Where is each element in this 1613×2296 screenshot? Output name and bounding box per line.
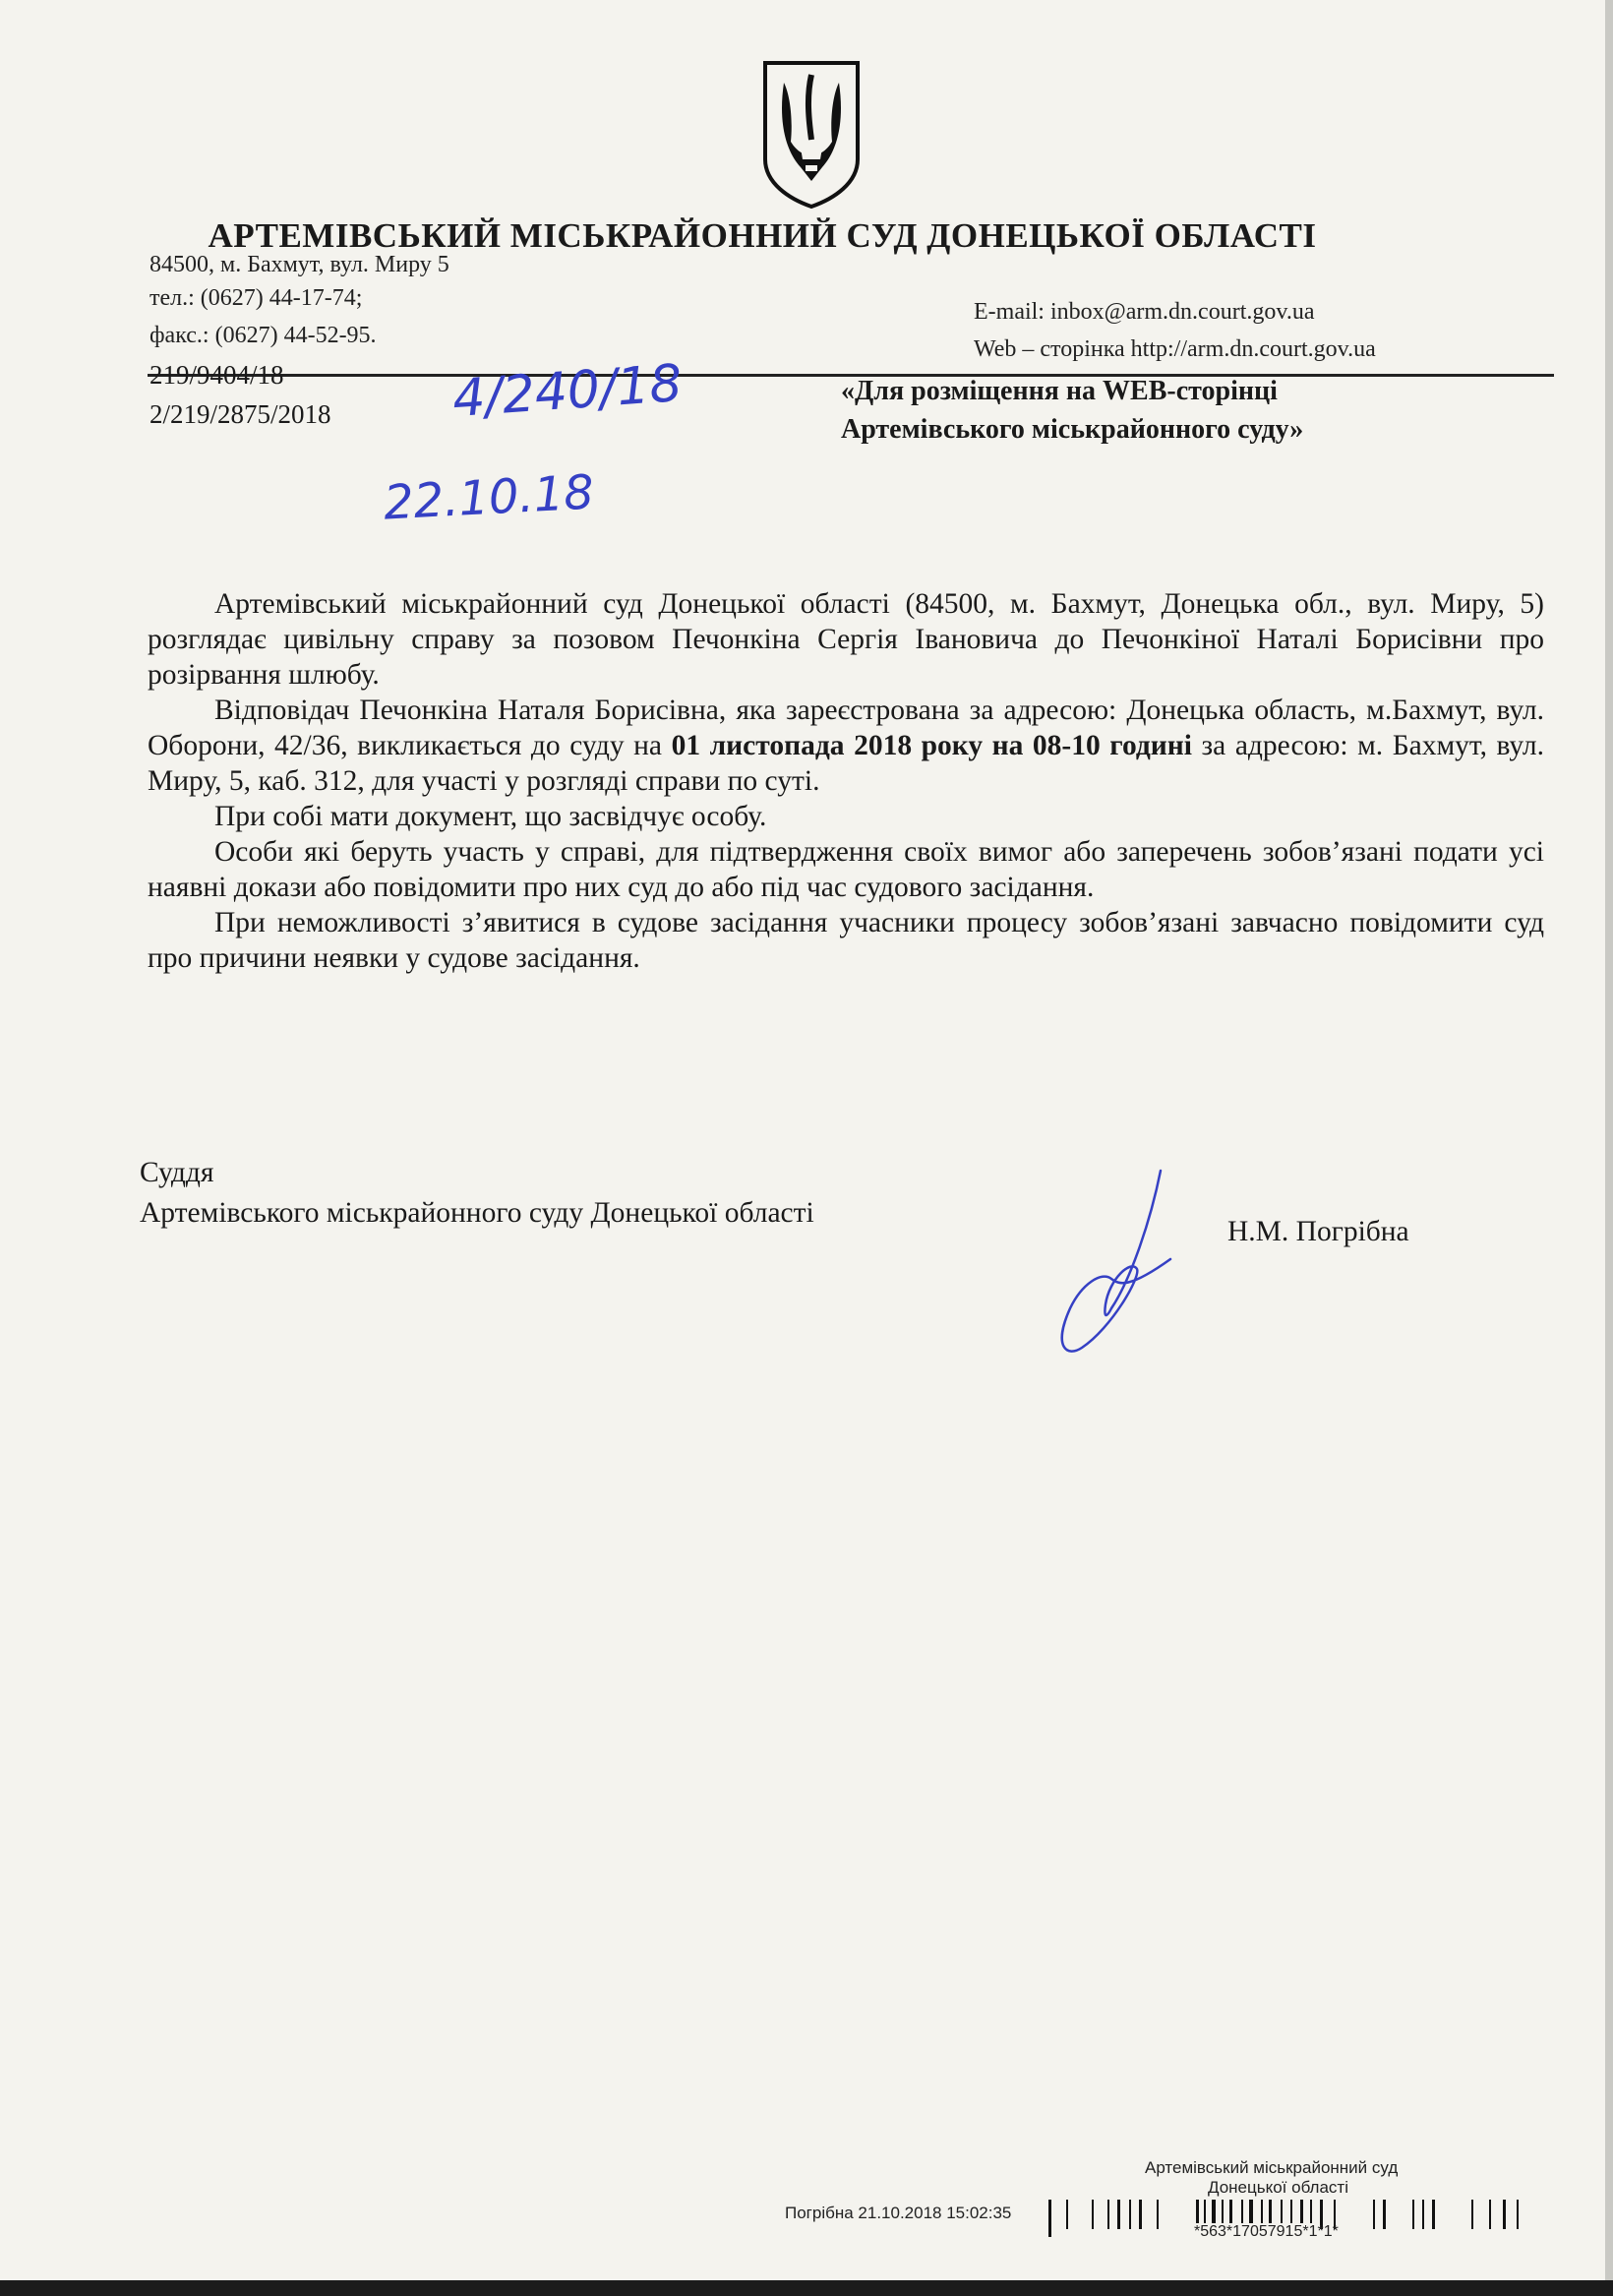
- body-paragraph-3: При собі мати документ, що засвідчує особу.: [214, 801, 767, 832]
- proceeding-number: 2/219/2875/2018: [149, 399, 331, 429]
- judge-court: Артемівського міськрайонного суду Донецької області: [140, 1197, 814, 1229]
- body-paragraph-4: Особи які беруть участь у справі, для підтвердження своїх вимог або заперечень зобов’язані подати усі наявні докази або повідомити про них суд до або під час судового засідання.: [148, 836, 1544, 903]
- scan-bottom-edge: [0, 2280, 1613, 2296]
- stamp-org-line-1: Артемівський міськрайонний суд: [1145, 2158, 1399, 2177]
- web-publication-note: [841, 372, 1529, 449]
- signature-block: [140, 1153, 814, 1234]
- court-fax: факс.: (0627) 44-52-95.: [149, 323, 377, 348]
- body-paragraph-2-end: за адресою: м. Бахмут, вул. Миру, 5, каб. 312, для участі у розгляді справи по суті.: [148, 730, 1544, 797]
- handwritten-signature: [1013, 1161, 1190, 1358]
- case-number: 219/9404/18: [149, 360, 284, 390]
- court-address: 84500, м. Бахмут, вул. Миру 5: [149, 252, 449, 277]
- body-paragraph-2: [148, 693, 1544, 799]
- court-website: Web – сторінка http://arm.dn.court.gov.ua: [974, 336, 1376, 362]
- handwritten-date: 22.10.18: [382, 464, 596, 531]
- body-paragraph-2-start: Відповідач Печонкіна Наталя Борисівна, яка зареєстрована за адресою: Донецька область, м.Бахмут, вул. Оборони, 42/36, викликається до суду на: [148, 695, 1544, 761]
- scan-right-edge: [1605, 0, 1613, 2296]
- court-email: E-mail: inbox@arm.dn.court.gov.ua: [974, 299, 1315, 325]
- body-paragraph-1: Артемівський міськрайонний суд Донецької області (84500, м. Бахмут, Донецька обл., вул. Миру, 5) розглядає цивільну справу за позовом Печонкіна Сергія Івановича до Печонкіної Наталі Борисівни про розірвання шлюбу.: [148, 588, 1544, 691]
- web-note-line-2: Артемівського міськрайонного суду»: [841, 414, 1304, 445]
- judge-name: Н.М. Погрібна: [1227, 1216, 1409, 1247]
- electronic-signature-stamp: Погрібна 21.10.2018 15:02:35: [785, 2204, 1012, 2222]
- stamp-org-line-2: Донецької області: [1208, 2178, 1348, 2197]
- court-phone: тел.: (0627) 44-17-74;: [149, 285, 363, 311]
- barcode-code: *563*17057915*1*1*: [1194, 2223, 1339, 2240]
- body-paragraph-5: При неможливості з’явитися в судове засідання учасники процесу зобов’язані завчасно повідомити суд про причини неявки у судове засідання.: [148, 907, 1544, 974]
- judge-title: Суддя: [140, 1157, 214, 1188]
- notice-body: [148, 586, 1544, 976]
- coat-of-arms-emblem: [757, 57, 866, 211]
- hearing-datetime: 01 листопада 2018 року на 08-10 годині: [671, 730, 1192, 761]
- court-title: АРТЕМІВСЬКИЙ МІСЬКРАЙОННИЙ СУД ДОНЕЦЬКОЇ ОБЛАСТІ: [208, 216, 1317, 255]
- handwritten-incoming-number: 4/240/18: [450, 353, 685, 430]
- web-note-line-1: «Для розміщення на WEB-сторінці: [841, 376, 1278, 406]
